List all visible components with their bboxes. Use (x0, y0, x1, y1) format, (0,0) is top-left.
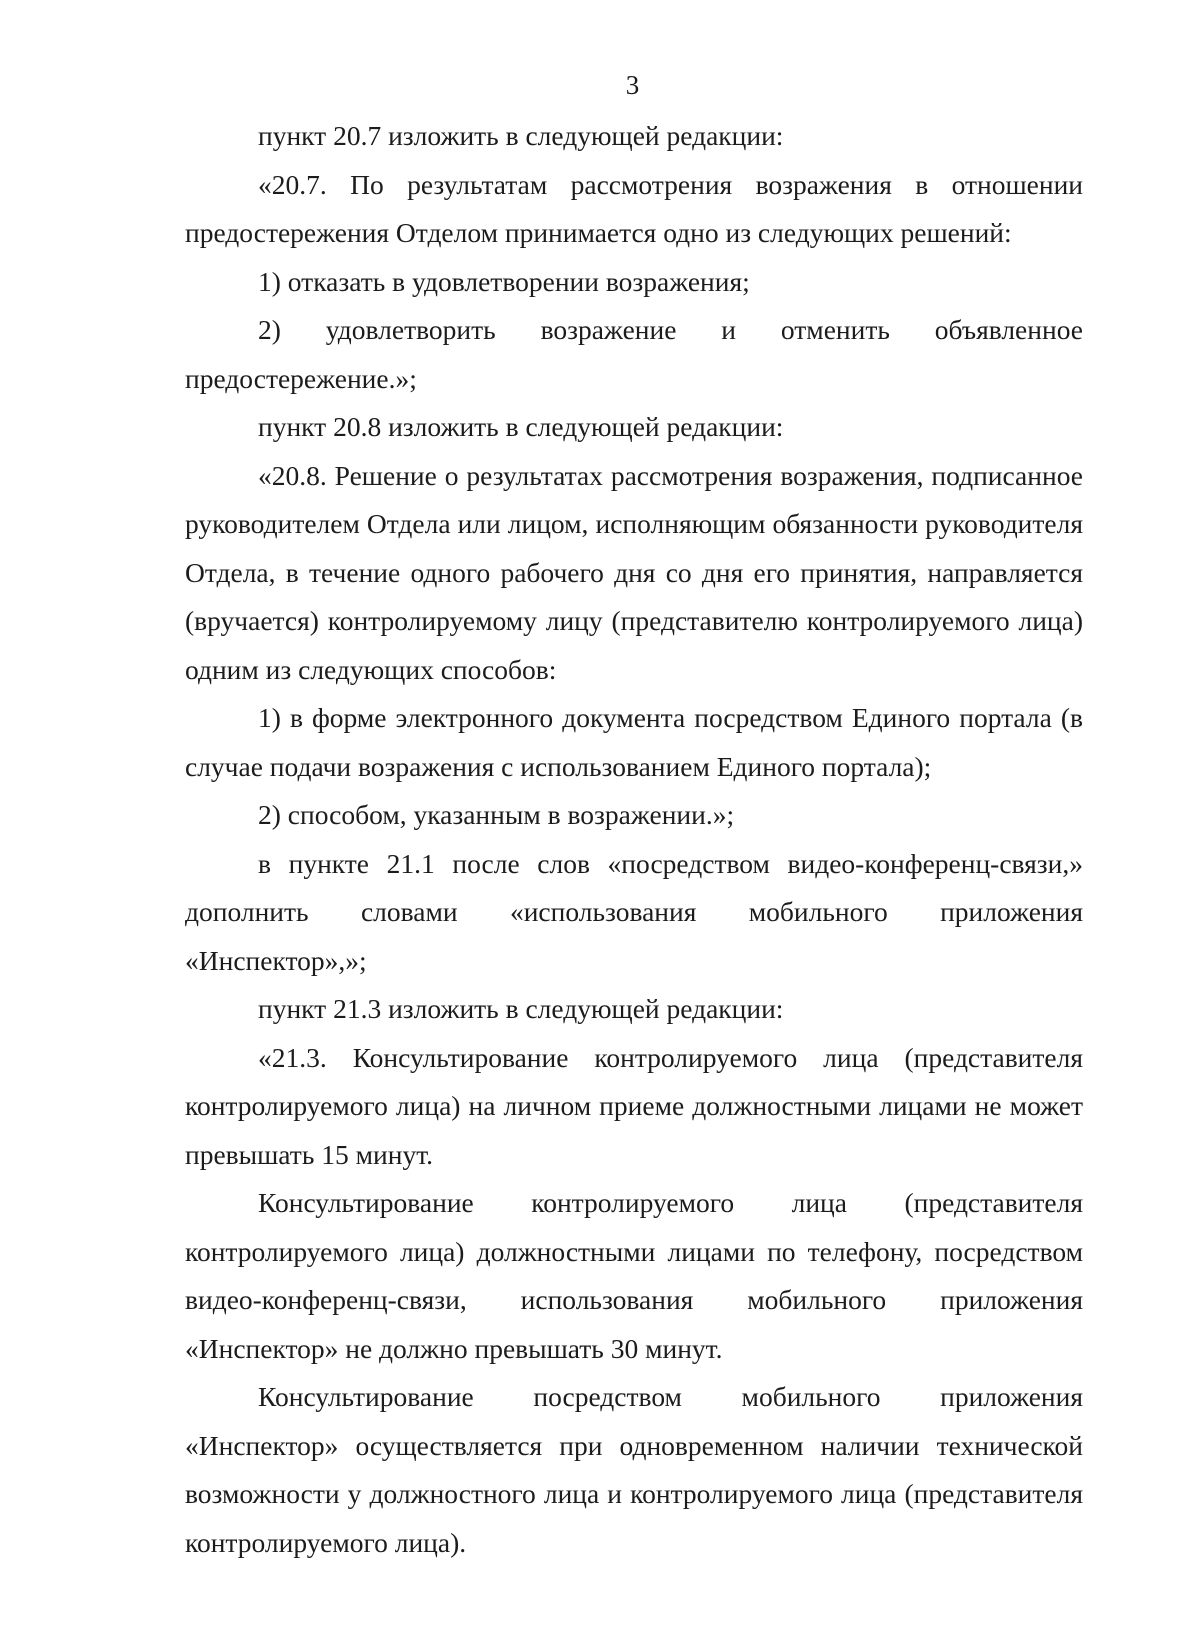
page-number: 3 (625, 70, 640, 100)
paragraph-clause-20-7-item-2: 2) удовлетворить возражение и отменить объявленное предостережение.»; (185, 314, 1083, 394)
paragraph-clause-20-8-text: «20.8. Решение о результатах рассмотрения возражения, подписанное руководителем Отдела или лицом, исполняющим обязанности руководителя Отдела, в течение одного рабочего дня со дня его принятия, направляется (вручается) контролируемому лицу (представителю контролируемого лица) одним из следующих способов: (185, 459, 1083, 685)
paragraph-clause-21-1-amendment: в пункте 21.1 после слов «посредством видео-конференц-связи,» дополнить словами «использования мобильного приложения «Инспектор»,»; (185, 847, 1083, 976)
paragraph-clause-21-3-phone: Консультирование контролируемого лица (представителя контролируемого лица) должностными лицами по телефону, посредством видео-конференц-связи, использования мобильного приложения «Инспектор» не должно превышать 30 минут. (185, 1187, 1083, 1364)
paragraph-clause-20-8-item-2: 2) способом, указанным в возражении.»; (258, 799, 735, 830)
paragraph-clause-20-8-item-1: 1) в форме электронного документа посредством Единого портала (в случае подачи возражения с использованием Единого портала); (185, 702, 1083, 782)
paragraph-clause-20-7-intro: пункт 20.7 изложить в следующей редакции: (258, 120, 784, 151)
paragraph-clause-21-3-intro: пункт 21.3 изложить в следующей редакции: (258, 993, 784, 1024)
paragraph-clause-21-3-mobile-app: Консультирование посредством мобильного приложения «Инспектор» осуществляется при одновременном наличии технической возможности у должностного лица и контролируемого лица (представителя контролируемого лица). (185, 1381, 1083, 1558)
paragraph-clause-20-7-item-1: 1) отказать в удовлетворении возражения; (258, 265, 750, 297)
paragraph-clause-20-7-text: «20.7. По результатам рассмотрения возражения в отношении предостережения Отделом принимается одно из следующих решений: (185, 168, 1083, 248)
document-body (185, 112, 1083, 1567)
paragraph-clause-20-8-intro: пункт 20.8 изложить в следующей редакции: (258, 411, 784, 442)
paragraph-clause-21-3-text: «21.3. Консультирование контролируемого лица (представителя контролируемого лица) на личном приеме должностными лицами не может превышать 15 минут. (185, 1041, 1083, 1170)
